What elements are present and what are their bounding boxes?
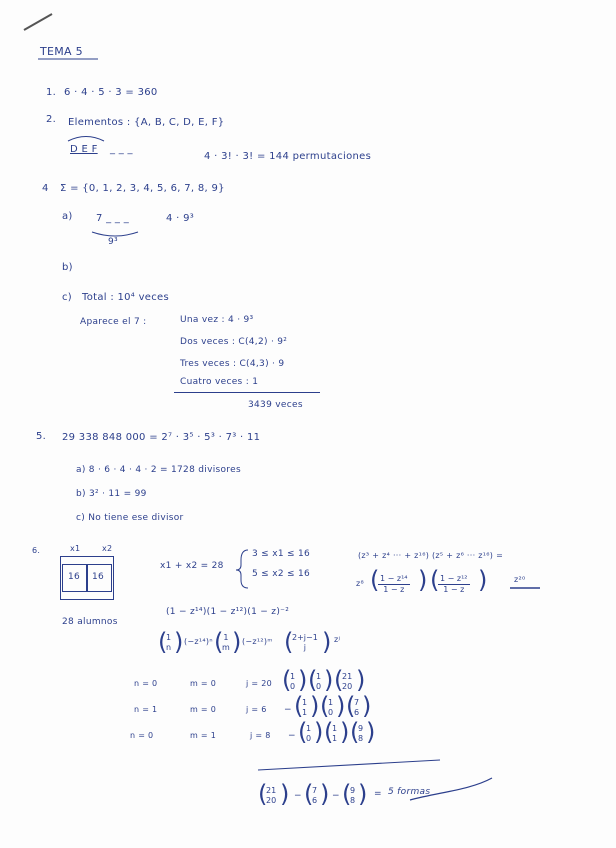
- ex4-a-seq: 7 _ _ _: [96, 213, 129, 224]
- paren: ): [324, 666, 334, 694]
- paren: ): [314, 718, 324, 746]
- ex4-a-label: a): [62, 211, 73, 222]
- paren: (: [214, 628, 224, 656]
- paren: ): [310, 692, 320, 720]
- ex2-elements: Elementos : {A, B, C, D, E, F}: [68, 117, 225, 128]
- paren: (: [342, 780, 352, 808]
- ex6-series-term: (−z¹²)ᵐ: [242, 637, 273, 646]
- ex4-c-label: c): [62, 292, 72, 303]
- ex6-binom-j: 2+j−1 j: [292, 633, 318, 652]
- ex6-target-coef: z²⁰: [514, 575, 526, 584]
- fraction-denominator: 1 − z: [443, 585, 465, 594]
- paren: (: [304, 780, 314, 808]
- paren: ): [358, 780, 368, 808]
- ex2-result: 4 · 3! · 3! = 144 permutaciones: [204, 151, 372, 162]
- ex2-block: D E F: [70, 144, 98, 155]
- binom: 1 1: [302, 698, 308, 717]
- ex6-row-n: n = 0: [130, 731, 154, 740]
- ex4-set: Σ = {0, 1, 2, 3, 4, 5, 6, 7, 8, 9}: [60, 183, 225, 194]
- binom: 7 6: [354, 698, 360, 717]
- paren: ): [340, 718, 350, 746]
- paren: ): [232, 628, 242, 656]
- ex6-series-term: (−z¹⁴)ⁿ: [184, 637, 213, 646]
- paren: (: [334, 666, 344, 694]
- ex4-number: 4: [42, 183, 49, 194]
- ex4-c-row: Una vez : 4 · 9³: [180, 315, 254, 325]
- paren: ): [336, 692, 346, 720]
- ex6-row-m: m = 0: [190, 679, 217, 688]
- binom: 7 6: [312, 786, 318, 805]
- binom: 1 0: [328, 698, 334, 717]
- paren: ): [174, 628, 184, 656]
- ex6-row-m: m = 1: [190, 731, 217, 740]
- ex6-x1: x1: [70, 544, 81, 553]
- ex2-blanks: _ _ _: [110, 144, 133, 155]
- final-equals: =: [374, 789, 382, 799]
- paren: ): [280, 780, 290, 808]
- ex1-number: 1.: [46, 87, 57, 98]
- final-result: 5 formas: [388, 787, 431, 797]
- ex4-c-sum: 3439 veces: [248, 400, 303, 410]
- paren: (: [258, 780, 268, 808]
- ex6-box1-value: 16: [68, 572, 81, 582]
- binom: 21 20: [342, 672, 353, 691]
- fraction-numerator: 1 − z¹⁴: [380, 574, 408, 583]
- ex6-students: 28 alumnos: [62, 617, 118, 627]
- paren: (: [320, 692, 330, 720]
- fraction-denominator: 1 − z: [383, 585, 405, 594]
- minus: −: [332, 791, 340, 801]
- paren: (: [430, 566, 440, 594]
- page-title: TEMA 5: [40, 45, 83, 58]
- ex4-a-under: 9³: [108, 237, 118, 247]
- ex6-binom-n: 1 n: [166, 633, 172, 652]
- paren: (: [284, 628, 294, 656]
- ex6-binom-m: 1 m: [222, 633, 230, 652]
- paren: (: [282, 666, 292, 694]
- sum-line: [174, 392, 320, 393]
- ex6-box2-value: 16: [92, 572, 105, 582]
- paren: ): [322, 628, 332, 656]
- ex5-b: b) 3² · 11 = 99: [76, 489, 147, 499]
- binom: 9 8: [358, 724, 364, 743]
- ex5-c: c) No tiene ese divisor: [76, 513, 184, 523]
- binom: 1 0: [316, 672, 322, 691]
- ex6-fraction-2: [438, 574, 470, 595]
- ex6-product: (1 − z¹⁴)(1 − z¹²)(1 − z)⁻²: [166, 607, 290, 617]
- paren: ): [478, 566, 488, 594]
- paren: ): [366, 718, 376, 746]
- ex6-number: 6.: [32, 546, 41, 555]
- ex6-cond-1: 3 ≤ x1 ≤ 16: [252, 549, 311, 559]
- ex4-c-row: Cuatro veces : 1: [180, 377, 259, 387]
- ex5-number: 5.: [36, 431, 47, 442]
- ex4-c-row: Dos veces : C(4,2) · 9²: [180, 337, 288, 347]
- ex6-row-sign: −: [284, 705, 292, 715]
- ex5-a: a) 8 · 6 · 4 · 4 · 2 = 1728 divisores: [76, 465, 241, 475]
- ex4-b-label: b): [62, 262, 73, 273]
- ex4-c-aparece: Aparece el 7 :: [80, 317, 147, 327]
- ex6-cond-2: 5 ≤ x2 ≤ 16: [252, 569, 311, 579]
- binom: 1 1: [332, 724, 338, 743]
- ex6-x2: x2: [102, 544, 113, 553]
- ex6-row-sign: −: [288, 731, 296, 741]
- paren: (: [158, 628, 168, 656]
- binom: 9 8: [350, 786, 356, 805]
- ex6-row-n: n = 0: [134, 679, 158, 688]
- ex6-row-n: n = 1: [134, 705, 158, 714]
- ex6-equation: x1 + x2 = 28: [160, 561, 224, 571]
- paren: (: [370, 566, 380, 594]
- paren: ): [320, 780, 330, 808]
- paren: (: [308, 666, 318, 694]
- paren: ): [362, 692, 372, 720]
- paren: (: [346, 692, 356, 720]
- binom: 1 0: [290, 672, 296, 691]
- paren: (: [298, 718, 308, 746]
- ex4-a-result: 4 · 9³: [166, 213, 195, 224]
- ex1-answer: 6 · 4 · 5 · 3 = 360: [64, 87, 158, 98]
- paren: (: [324, 718, 334, 746]
- ex6-row-m: m = 0: [190, 705, 217, 714]
- fraction-numerator: 1 − z¹²: [440, 574, 468, 583]
- ex6-row-j: j = 6: [246, 705, 267, 714]
- ex4-c-total: Total : 10⁴ veces: [82, 292, 170, 303]
- ex6-series-term: zʲ: [334, 635, 341, 644]
- minus: −: [294, 791, 302, 801]
- binom: 1 0: [306, 724, 312, 743]
- paren: ): [356, 666, 366, 694]
- ex6-gen-prefix: z⁸: [356, 579, 365, 588]
- ex6-row-j: j = 20: [246, 679, 272, 688]
- paren: (: [294, 692, 304, 720]
- ex2-number: 2.: [46, 114, 57, 125]
- ex6-generating-fn: (z³ + z⁴ ··· + z¹⁶) (z⁵ + z⁶ ··· z¹⁶) =: [358, 551, 504, 560]
- ex6-fraction-1: [378, 574, 410, 595]
- ex5-factorization: 29 338 848 000 = 2⁷ · 3⁵ · 5³ · 7³ · 11: [62, 432, 261, 443]
- paren: ): [298, 666, 308, 694]
- ex6-row-j: j = 8: [250, 731, 271, 740]
- binom: 21 20: [266, 786, 277, 805]
- paren: ): [418, 566, 428, 594]
- ex4-c-row: Tres veces : C(4,3) · 9: [180, 359, 285, 369]
- paren: (: [350, 718, 360, 746]
